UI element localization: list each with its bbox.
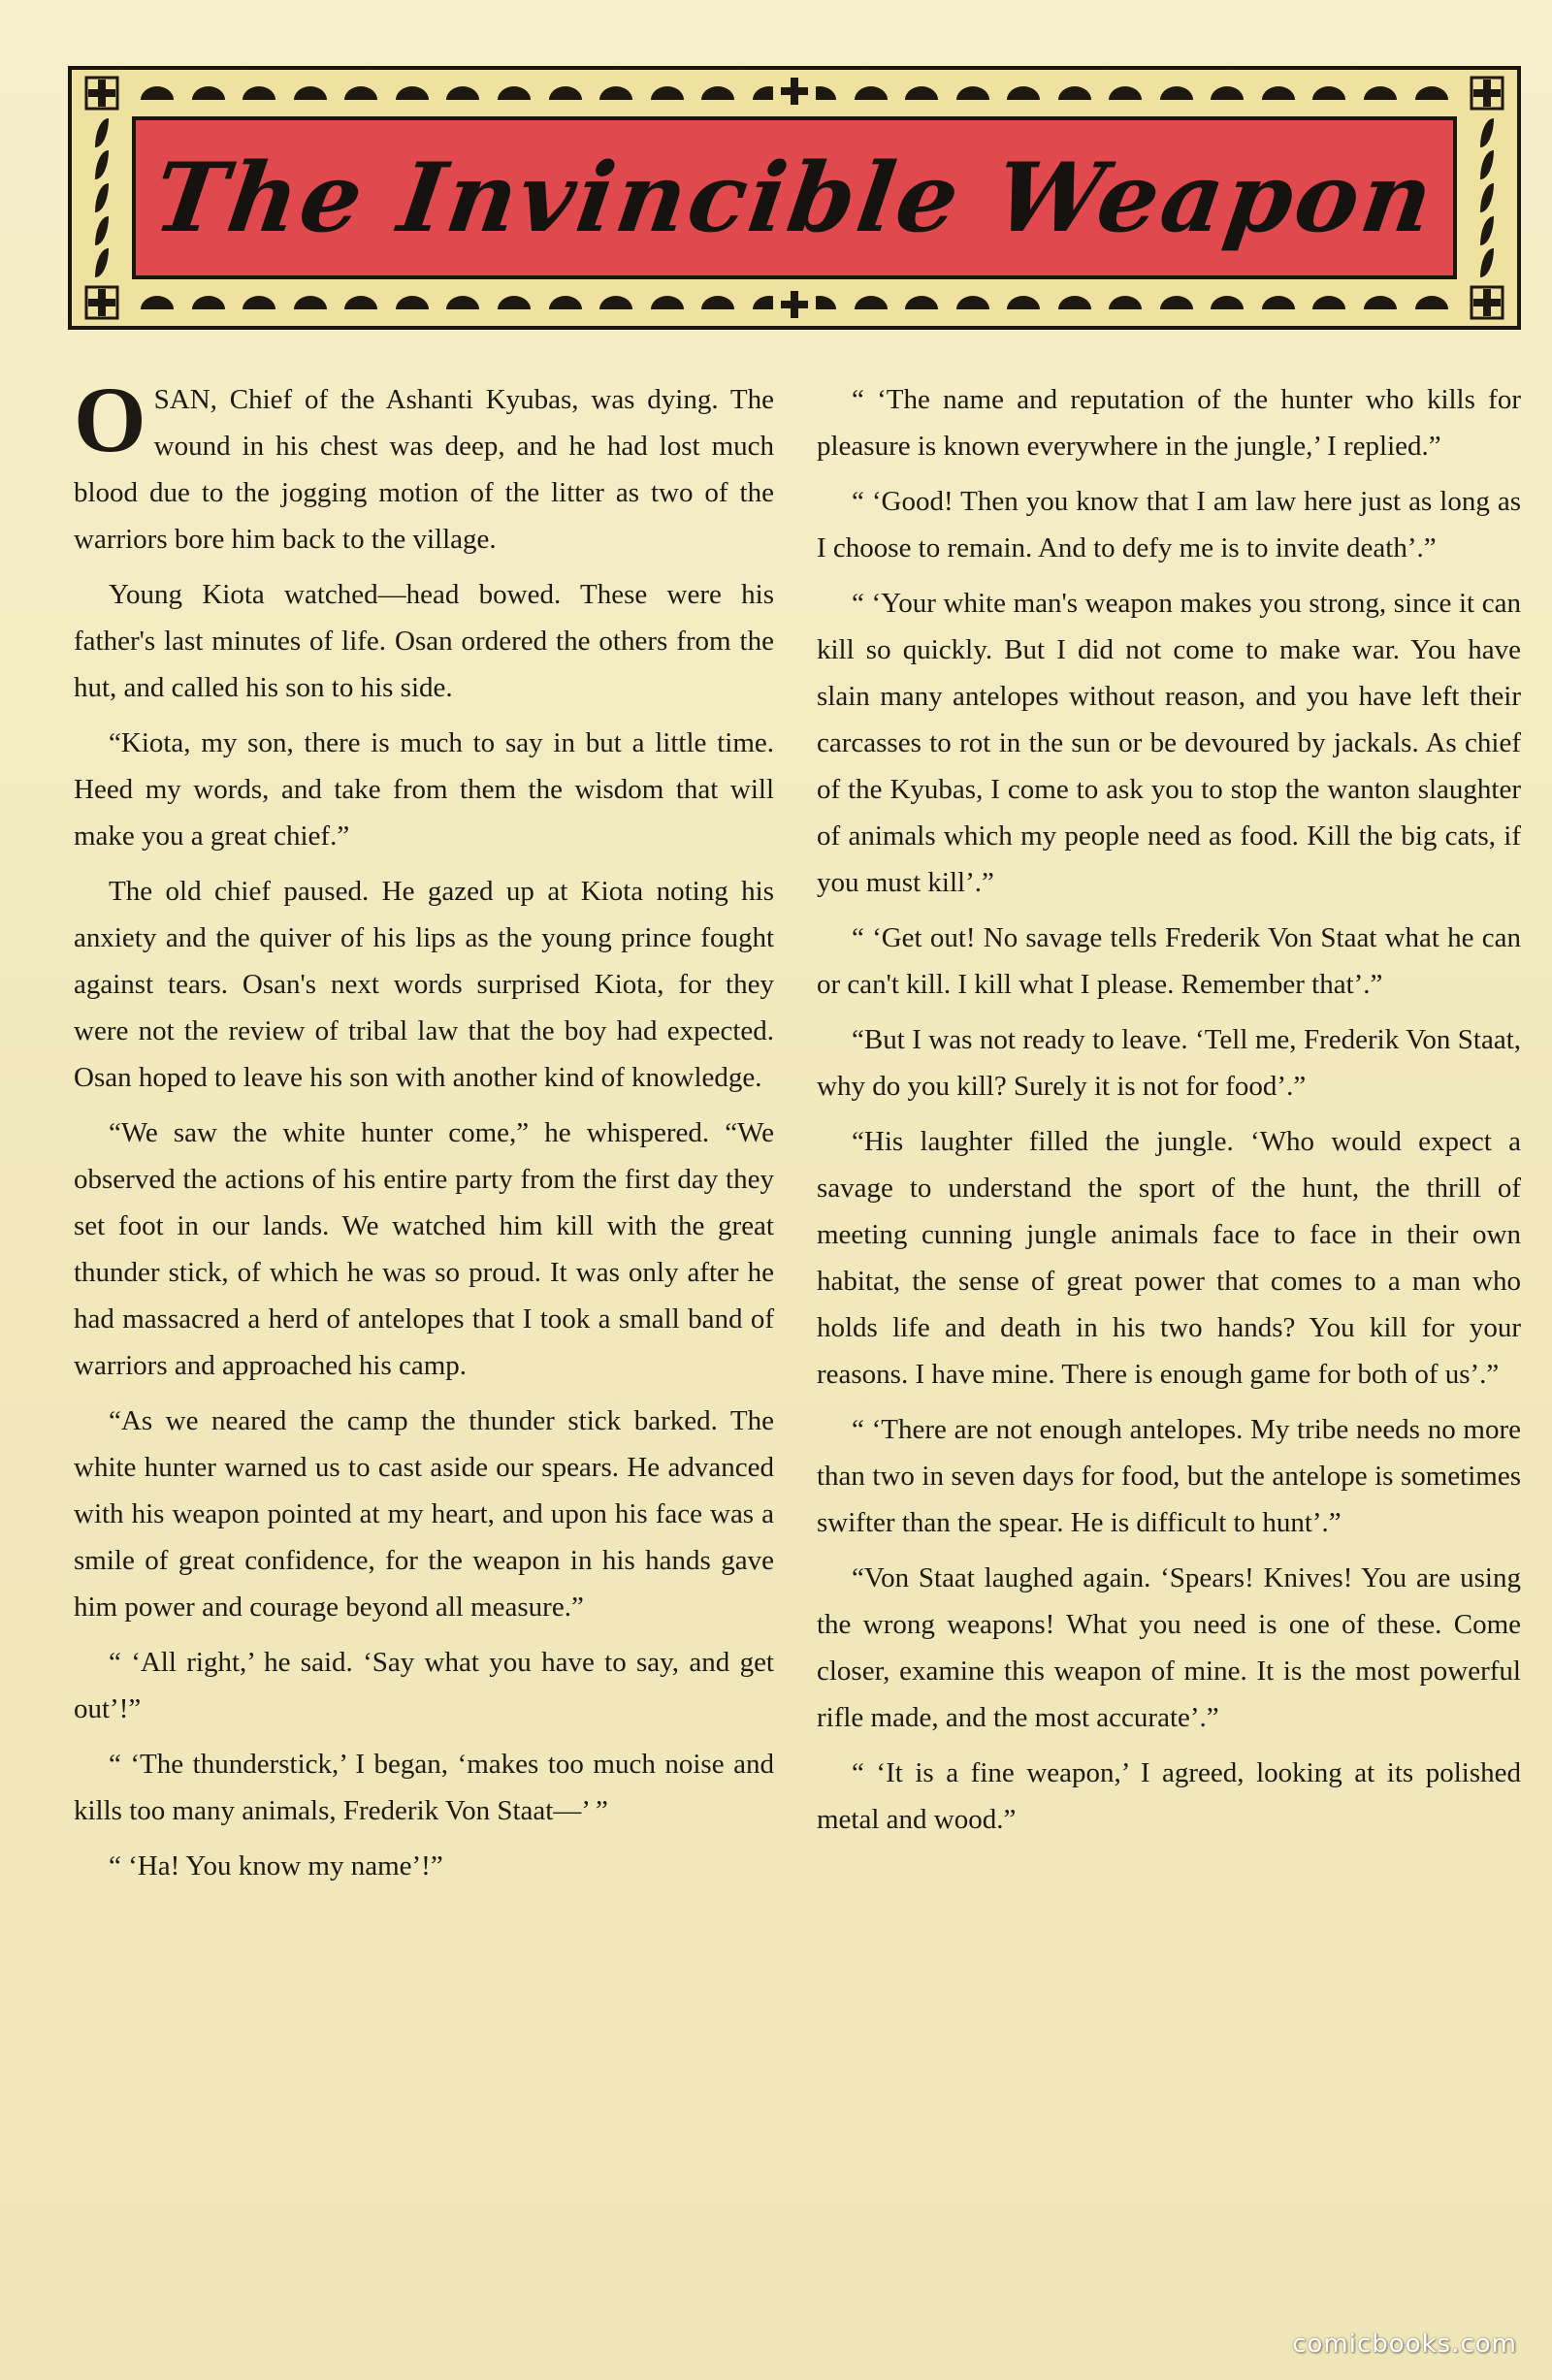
laurel-leaf-icon bbox=[1312, 86, 1345, 100]
laurel-leaf-icon bbox=[905, 296, 938, 309]
title-panel bbox=[132, 116, 1457, 279]
laurel-leaf-icon bbox=[242, 296, 275, 309]
paragraph: “We saw the white hunter come,” he whispered. “We observed the actions of his entire party from the first day they set foot in our lands. We watched him kill with the great thunder stick, of which he was so proud. It was only after he had massacred a herd of antelopes that I took a small band of warriors and approached his camp. bbox=[74, 1117, 774, 1381]
laurel-leaf-icon bbox=[1007, 86, 1040, 100]
laurel-leaf-icon bbox=[95, 183, 109, 212]
laurel-leaf-icon bbox=[1480, 183, 1494, 212]
laurel-leaf-icon bbox=[1480, 248, 1494, 277]
paragraph: Young Kiota watched—head bowed. These were his father's last minutes of life. Osan ordered the others from the hut, and called his son to his side. bbox=[74, 579, 774, 703]
site-watermark: comicbooks.com bbox=[1292, 2330, 1517, 2359]
paragraph: “ ‘The name and reputation of the hunter who kills for pleasure is known everywhere in the jungle,’ I replied.” bbox=[817, 384, 1521, 462]
ornament-cross-icon bbox=[75, 281, 129, 324]
laurel-leaf-icon bbox=[1211, 86, 1244, 100]
paragraph: “ ‘There are not enough antelopes. My tribe needs no more than two in seven days for food, but the antelope is sometimes swifter than the spear. He is difficult to hunt’.” bbox=[817, 1414, 1521, 1538]
paragraph: The old chief paused. He gazed up at Kiota noting his anxiety and the quiver of his lips as the young prince fought against tears. Osan's next words surprised Kiota, for they were not the review of tribal law that the boy had expected. Osan hoped to leave his son with another kind of knowledge. bbox=[74, 876, 774, 1093]
laurel-leaf-icon bbox=[95, 216, 109, 245]
paragraph: “ ‘Good! Then you know that I am law here just as long as I choose to remain. And to defy me is to invite death’.” bbox=[817, 486, 1521, 563]
laurel-leaf-icon bbox=[956, 86, 989, 100]
laurel-leaf-icon bbox=[905, 86, 938, 100]
opening-paragraph-text: SAN, Chief of the Ashanti Kyubas, was dying. The wound in his chest was deep, and he had lost much blood due to the jogging motion of the litter as two of the warriors bore him back to the village. bbox=[74, 384, 774, 555]
right-text-column bbox=[817, 376, 1521, 1851]
laurel-leaf-icon bbox=[1480, 216, 1494, 245]
laurel-leaf-icon bbox=[1058, 86, 1091, 100]
paragraph: “ ‘All right,’ he said. ‘Say what you have to say, and get out’!” bbox=[74, 1647, 774, 1724]
laurel-leaf-icon bbox=[701, 296, 734, 309]
laurel-border-right bbox=[1459, 116, 1515, 279]
laurel-leaf-icon bbox=[1262, 86, 1295, 100]
laurel-leaf-icon bbox=[294, 296, 327, 309]
laurel-leaf-icon bbox=[294, 86, 327, 100]
laurel-leaf-icon bbox=[1160, 296, 1193, 309]
drop-cap: O bbox=[74, 368, 146, 471]
paragraph: “ ‘The thunderstick,’ I began, ‘makes too much noise and kills too many animals, Frederik Von Staat—’ ” bbox=[74, 1749, 774, 1826]
laurel-leaf-icon bbox=[1480, 150, 1494, 179]
laurel-leaf-icon bbox=[855, 86, 888, 100]
laurel-leaf-icon bbox=[1364, 296, 1397, 309]
laurel-leaf-icon bbox=[701, 86, 734, 100]
paragraph: “ ‘It is a fine weapon,’ I agreed, looking at its polished metal and wood.” bbox=[817, 1757, 1521, 1835]
paragraph: “ ‘Ha! You know my name’!” bbox=[109, 1850, 443, 1881]
opening-paragraph bbox=[74, 368, 774, 563]
title-banner bbox=[68, 66, 1521, 330]
laurel-leaf-icon bbox=[141, 86, 174, 100]
laurel-leaf-icon bbox=[1007, 296, 1040, 309]
ornament-cross-icon bbox=[773, 70, 816, 113]
laurel-leaf-icon bbox=[956, 296, 989, 309]
paragraph: “But I was not ready to leave. ‘Tell me, Frederik Von Staat, why do you kill? Surely it is not for food’.” bbox=[817, 1024, 1521, 1102]
laurel-leaf-icon bbox=[446, 296, 479, 309]
laurel-leaf-icon bbox=[498, 296, 531, 309]
laurel-leaf-icon bbox=[1415, 86, 1448, 100]
laurel-leaf-icon bbox=[549, 296, 582, 309]
laurel-leaf-icon bbox=[95, 150, 109, 179]
laurel-leaf-icon bbox=[95, 248, 109, 277]
laurel-leaf-icon bbox=[549, 86, 582, 100]
laurel-leaf-icon bbox=[95, 118, 109, 147]
laurel-leaf-icon bbox=[141, 296, 174, 309]
laurel-leaf-icon bbox=[192, 86, 225, 100]
laurel-leaf-icon bbox=[192, 296, 225, 309]
left-text-column bbox=[74, 368, 774, 1898]
paragraph: “Von Staat laughed again. ‘Spears! Knives! You are using the wrong weapons! What you need is one of these. Come closer, examine this weapon of mine. It is the most powerful rifle made, and the most accurate’.” bbox=[817, 1562, 1521, 1733]
laurel-leaf-icon bbox=[651, 86, 684, 100]
laurel-leaf-icon bbox=[1109, 86, 1142, 100]
paragraph: “As we neared the camp the thunder stick barked. The white hunter warned us to cast aside our spears. He advanced with his weapon pointed at my heart, and upon his face was a smile of great confidence, for the weapon in his hands gave him power and courage beyond all measure.” bbox=[74, 1405, 774, 1623]
paragraph: “ ‘Your white man's weapon makes you strong, since it can kill so quickly. But I did not come to make war. You have slain many antelopes without reason, and you have left their carcasses to rot in the sun or be devoured by jackals. As chief of the Kyubas, I come to ask you to stop the wanton slaughter of animals which my people need as food. Kill the big cats, if you must kill’.” bbox=[817, 588, 1521, 898]
laurel-leaf-icon bbox=[344, 86, 377, 100]
laurel-leaf-icon bbox=[651, 296, 684, 309]
ornament-cross-icon bbox=[75, 72, 129, 114]
laurel-leaf-icon bbox=[1415, 296, 1448, 309]
laurel-leaf-icon bbox=[498, 86, 531, 100]
ornament-cross-icon bbox=[773, 283, 816, 326]
paragraph: “Kiota, my son, there is much to say in but a little time. Heed my words, and take from them the wisdom that will make you a great chief.” bbox=[74, 727, 774, 852]
laurel-leaf-icon bbox=[396, 86, 429, 100]
laurel-leaf-icon bbox=[396, 296, 429, 309]
laurel-leaf-icon bbox=[344, 296, 377, 309]
laurel-leaf-icon bbox=[1211, 296, 1244, 309]
ornament-cross-icon bbox=[1460, 72, 1514, 114]
laurel-leaf-icon bbox=[1109, 296, 1142, 309]
laurel-leaf-icon bbox=[599, 86, 632, 100]
laurel-leaf-icon bbox=[599, 296, 632, 309]
paragraph: “ ‘Get out! No savage tells Frederik Von Staat what he can or can't kill. I kill what I please. Remember that’.” bbox=[817, 922, 1521, 1000]
laurel-leaf-icon bbox=[855, 296, 888, 309]
laurel-leaf-icon bbox=[1312, 296, 1345, 309]
laurel-leaf-icon bbox=[242, 86, 275, 100]
story-title: The Invincible Weapon bbox=[146, 142, 1442, 254]
laurel-border-left bbox=[74, 116, 130, 279]
ornament-cross-icon bbox=[1460, 281, 1514, 324]
laurel-leaf-icon bbox=[1058, 296, 1091, 309]
laurel-leaf-icon bbox=[1480, 118, 1494, 147]
paragraph: “His laughter filled the jungle. ‘Who would expect a savage to understand the sport of the hunt, the thrill of meeting cunning jungle animals face to face in their own habitat, the sense of great power that comes to a man who holds life and death in his two hands? You kill for your reasons. I have mine. There is enough game for both of us’.” bbox=[817, 1126, 1521, 1390]
laurel-leaf-icon bbox=[1160, 86, 1193, 100]
laurel-leaf-icon bbox=[1262, 296, 1295, 309]
laurel-leaf-icon bbox=[1364, 86, 1397, 100]
laurel-leaf-icon bbox=[446, 86, 479, 100]
